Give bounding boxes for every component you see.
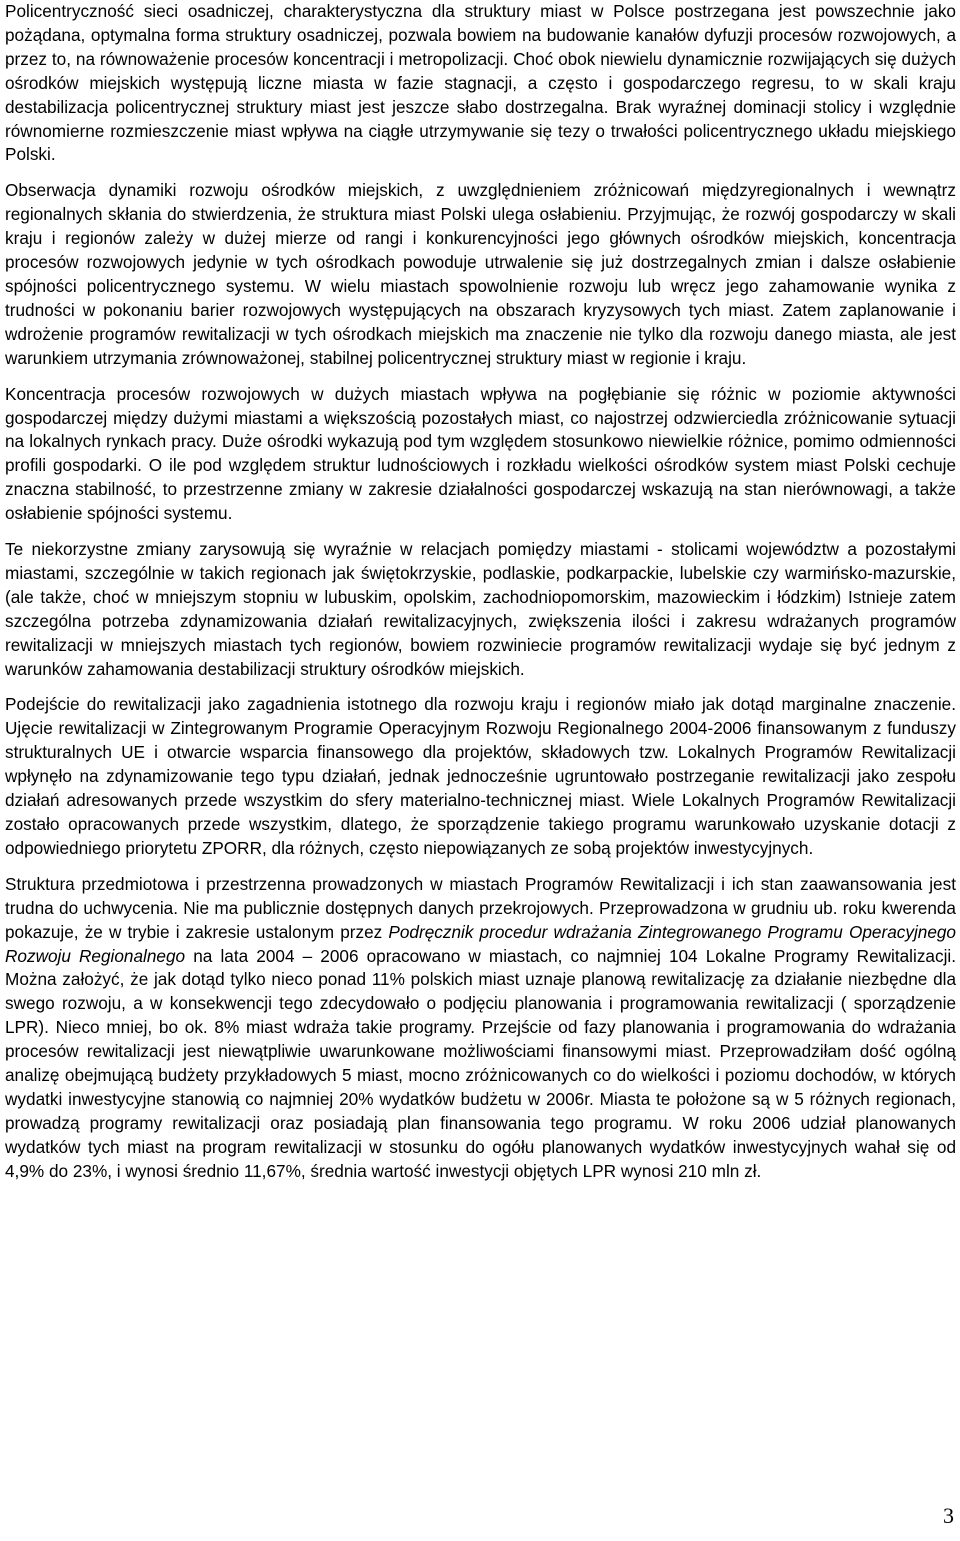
paragraph-text: na lata 2004 – 2006 opracowano w miastach, co najmniej 104 Lokalne Programy Rewitalizacji. Można założyć, że jak dotąd tylko nieco ponad 11% polskich miast uznaje planową rewitalizację za działanie niezbędne dla swego rozwoju, a w konsekwencji tego zdecydowało o podjęciu planowania i programowania rewitalizacji ( sporządzenie LPR). Nieco mniej, bo ok. 8% miast wdraża takie programy. Przejście od fazy planowania i programowania do wdrażania procesów rewitalizacji jest niewątpliwie uwarunkowane możliwościami finansowymi miast. Przeprowadziłam dość ogólną analizę obejmującą budżety przykładowych 5 miast, mocno zróżnicowanych co do wielkości i poziomu dochodów, w których wydatki inwestycyjne stanowią co najmniej 20% wydatków budżetu w 2006r. Miasta te położone są w 5 różnych regionach, prowadzą programy rewitalizacji oraz posiadają plan finansowania tego programu. W roku 2006 udział planowanych wydatków tych miast na program rewitalizacji w stosunku do ogółu planowanych wydatków inwestycyjnych wahał się od 4,9% do 23%, i wynosi średnio 11,67%, średnia wartość inwestycji objętych LPR wynosi 210 mln zł.: [5, 945, 956, 1181]
paragraph-text: Policentryczność sieci osadniczej, charakterystyczna dla struktury miast w Polsce postrzegana jest powszechnie jako pożądana, optymalna forma struktury osadniczej, pozwala bowiem na budowanie kanałów dyfuzji procesów rozwojowych, a przez to, na równoważenie procesów koncentracji i metropolizacji. Choć obok niewielu dynamicznie rozwijających się dużych ośrodków miejskich występują liczne miasta w fazie stagnacji, a często i gospodarczego regresu, to w skali kraju destabilizacja policentrycznej struktury miast jest jeszcze słabo dostrzegalna. Brak wyraźnej dominacji stolicy i względnie równomierne rozmieszczenie miast wpływa na ciągłe utrzymywanie się tezy o trwałości policentrycznego układu miejskiego Polski.: [5, 1, 956, 165]
document-page: [5, 0, 956, 1196]
paragraph-struktura-przedmiotowa: [5, 873, 956, 1184]
paragraph-koncentracja-procesow: [5, 383, 956, 526]
page-number: 3: [943, 1503, 954, 1528]
document-title-italic: Podręcznik procedur wdrażania Zintegrowanego Programu Operacyjnego Rozwoju Regionalnego: [5, 921, 956, 966]
paragraph-text: Koncentracja procesów rozwojowych w dużych miastach wpływa na pogłębianie się różnic w poziomie aktywności gospodarczej między dużymi miastami a większością pozostałych miast, co najostrzej odzwierciedla zróżnicowanie sytuacji na lokalnych rynkach pracy. Duże ośrodki wykazują pod tym względem stosunkowo niewielkie różnice, pomimo odmienności profili gospodarki. O ile pod względem struktur ludnościowych i rozkładu wielkości ośrodków system miast Polski cechuje znaczna stabilność, to przestrzenne zmiany w zakresie działalności gospodarczej wskazują na stan nierównowagi, a także osłabienie spójności systemu.: [5, 383, 956, 524]
paragraph-text: Podejście do rewitalizacji jako zagadnienia istotnego dla rozwoju kraju i regionów miało jak dotąd marginalne znaczenie. Ujęcie rewitalizacji w Zintegrowanym Programie Operacyjnym Rozwoju Regionalnego 2004-2006 finansowanym z funduszy strukturalnych UE i otwarcie wsparcia finansowego dla projektów, składowych tzw. Lokalnych Programów Rewitalizacji wpłynęło na zdynamizowanie tego typu działań, jednak jednocześnie ugruntowało postrzeganie rewitalizacji jako zespołu działań adresowanych przede wszystkim do sfery materialno-technicznej miast. Wiele Lokalnych Programów Rewitalizacji zostało opracowanych przede wszystkim, dlatego, że sporządzenie takiego programu warunkowało uzyskanie dotacji z odpowiedniego priorytetu ZPORR, dla różnych, często niepowiązanych ze sobą projektów inwestycyjnych.: [5, 694, 956, 858]
paragraph-podejscie-do-rewitalizacji: [5, 693, 956, 860]
paragraph-niekorzystne-zmiany: [5, 538, 956, 681]
paragraph-text: Obserwacja dynamiki rozwoju ośrodków miejskich, z uwzględnieniem zróżnicowań międzyregionalnych i wewnątrz regionalnych skłania do stwierdzenia, że struktura miast Polski ulega osłabieniu. Przyjmując, że rozwój gospodarczy w skali kraju i regionów zależy w dużej mierze od rangi i konkurencyjności jego głównych ośrodków miejskich, koncentracja procesów rozwojowych jedynie w tych ośrodkach powoduje utrwalenie się już dostrzegalnych zmian i dalsze osłabienie spójności policentrycznego systemu. W wielu miastach spowolnienie rozwoju lub wręcz jego zahamowanie wynika z trudności w pokonaniu barier rozwojowych występujących na obszarach kryzysowych tych miast. Zatem zaplanowanie i wdrożenie programów rewitalizacji w tych ośrodkach miejskich ma znaczenie nie tylko dla rozwoju danego miasta, ale jest warunkiem utrzymania zrównoważonej, stabilnej policentrycznej struktury miast w regionie i kraju.: [5, 180, 956, 368]
paragraph-text: Struktura przedmiotowa i przestrzenna prowadzonych w miastach Programów Rewitalizacji i ich stan zaawansowania jest trudna do uchwycenia. Nie ma publicznie dostępnych danych przekrojowych. Przeprowadzona w grudniu ub. roku kwerenda pokazuje, że w trybie i zakresie ustalonym przez: [5, 873, 956, 942]
paragraph-obserwacja-dynamiki: [5, 179, 956, 370]
paragraph-text: Te niekorzystne zmiany zarysowują się wyraźnie w relacjach pomiędzy miastami - stolicami województw a pozostałymi miastami, szczególnie w takich regionach jak świętokrzyskie, podlaskie, podkarpackie, lubelskie czy warmińsko-mazurskie, (ale także, choć w mniejszym stopniu w lubuskim, opolskim, zachodniopomorskim, mazowieckim i łódzkim) Istnieje zatem szczególna potrzeba zdynamizowania działań rewitalizacyjnych, zwiększenia ilości i zakresu wdrażanych programów rewitalizacji w mniejszych miastach tych regionów, bowiem rozwiniecie programów rewitalizacji wydaje się być jednym z warunków zahamowania destabilizacji struktury ośrodków miejskich.: [5, 539, 956, 679]
paragraph-policentrycznosc: [5, 0, 956, 167]
